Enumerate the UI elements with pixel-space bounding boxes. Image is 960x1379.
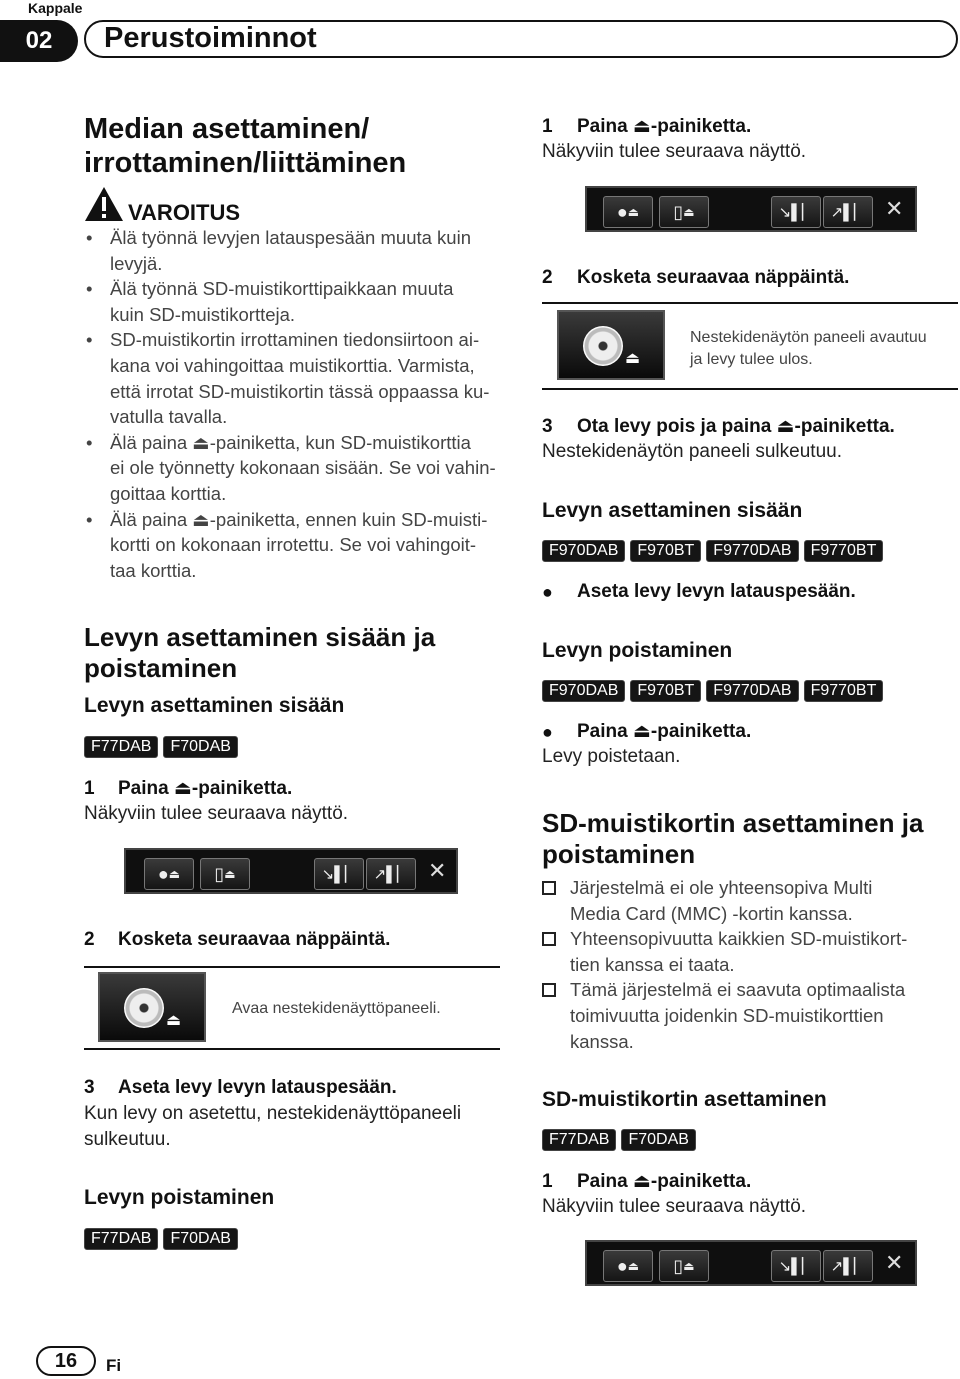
model-badges <box>542 1129 701 1151</box>
disc-icon: ● <box>616 201 628 222</box>
bullet-dot: ● <box>542 722 553 742</box>
model-badge: F9770BT <box>804 680 884 702</box>
model-badge: F970BT <box>630 680 701 702</box>
step-text: Aseta levy levyn latauspesään. <box>118 1077 397 1098</box>
subheading-remove: Levyn poistaminen <box>84 1186 275 1209</box>
warning-line: taa korttia. <box>110 559 197 581</box>
model-badges <box>84 736 243 758</box>
section-title-line-1: Levyn asettaminen sisään ja <box>84 622 436 652</box>
subheading-insert: Levyn asettaminen sisään <box>84 694 345 717</box>
step-text: Kosketa seuraavaa näppäintä. <box>577 267 850 288</box>
step-number: 2 <box>84 929 95 950</box>
tilt-down-key[interactable]: ↘▌▏ <box>771 196 821 228</box>
panel-icon: ▯ <box>673 201 684 222</box>
panel-key[interactable] <box>659 1250 709 1282</box>
model-badge: F970DAB <box>542 680 625 702</box>
eject-icon: ⏏ <box>683 1259 695 1273</box>
warning-line: kuin SD-muistikortteja. <box>110 303 296 325</box>
step-number: 3 <box>542 416 553 437</box>
model-badge: F970BT <box>630 540 701 562</box>
warning-item <box>86 276 510 302</box>
warning-item <box>86 225 510 251</box>
step-number: 1 <box>84 778 95 799</box>
warning-line: goittaa korttia. <box>110 482 227 504</box>
warning-item <box>86 430 510 456</box>
panel-icon: ▯ <box>673 1255 684 1276</box>
language-label: Fi <box>106 1356 122 1375</box>
warning-line: Älä paina ⏏-painiketta, ennen kuin SD-muisti- <box>110 508 488 530</box>
warning-title: VAROITUS <box>128 200 241 225</box>
divider <box>84 1048 500 1050</box>
lcd-screen-illustration <box>585 186 917 232</box>
bullet-text: Aseta levy levyn latauspesään. <box>577 581 856 602</box>
step-number: 1 <box>542 116 553 137</box>
model-badge: F970DAB <box>542 540 625 562</box>
bullet-text: Paina ⏏-painiketta. <box>577 721 752 742</box>
model-badge: F70DAB <box>621 1129 695 1151</box>
warning-line: Älä työnnä levyjen latauspesään muuta kuin <box>110 227 471 248</box>
step-text: Paina ⏏-painiketta. <box>577 116 752 137</box>
subheading-remove: Levyn poistaminen <box>542 639 733 662</box>
model-badge: F70DAB <box>163 1228 237 1250</box>
warning-line: Älä paina ⏏-painiketta, kun SD-muistikorttia <box>110 431 471 453</box>
note-list <box>570 875 950 1054</box>
divider <box>84 966 500 968</box>
warning-line: SD-muistikortin irrottaminen tiedonsiirtoon ai- <box>110 329 480 351</box>
warning-line: levyjä. <box>110 252 163 274</box>
disc-icon <box>124 988 164 1028</box>
warning-icon <box>84 186 124 222</box>
model-badge: F77DAB <box>84 1228 158 1250</box>
subheading-insert: Levyn asettaminen sisään <box>542 499 803 522</box>
warning-line: vatulla tavalla. <box>110 406 228 428</box>
note-item <box>570 926 950 952</box>
main-title-line-2: irrottaminen/liittäminen <box>84 147 407 179</box>
note-line: kanssa. <box>570 1030 634 1052</box>
step-text: Paina ⏏-painiketta. <box>577 1171 752 1192</box>
disc-icon <box>583 326 623 366</box>
chapter-label: Kappale <box>28 0 83 16</box>
section-title-line-2: poistaminen <box>84 653 238 683</box>
eject-icon: ⏏ <box>625 350 641 367</box>
tilt-up-key[interactable]: ↗▌▏ <box>823 1250 873 1282</box>
key-caption: Avaa nestekidenäyttöpaneeli. <box>232 1000 441 1017</box>
disc-eject-key[interactable] <box>144 858 194 890</box>
close-icon[interactable]: ✕ <box>428 858 447 883</box>
bullet-dot: • <box>86 278 93 300</box>
step-text: Ota levy pois ja paina ⏏-painiketta. <box>577 416 895 437</box>
step-number: 2 <box>542 267 553 288</box>
note-line: Yhteensopivuutta kaikkien SD-muistikort- <box>570 928 908 950</box>
disc-icon: ● <box>157 863 169 884</box>
warning-item <box>86 327 510 353</box>
disc-eject-key[interactable] <box>603 196 653 228</box>
caption-line: ja levy tulee ulos. <box>690 351 813 368</box>
disc-eject-key[interactable] <box>603 1250 653 1282</box>
checkbox-icon <box>542 881 556 895</box>
eject-icon: ⏏ <box>627 1259 640 1273</box>
step-description: Nestekidenäytön paneeli sulkeutuu. <box>542 441 842 462</box>
divider <box>542 302 958 304</box>
bullet-dot: • <box>86 508 93 530</box>
note-line: tien kanssa ei taata. <box>570 953 735 975</box>
chapter-number: 02 <box>0 20 78 62</box>
eject-icon: ⏏ <box>168 867 181 881</box>
note-item <box>570 875 950 901</box>
model-badges <box>542 680 888 702</box>
tilt-down-key[interactable]: ↘▌▏ <box>314 858 364 890</box>
divider <box>542 388 958 390</box>
note-line: toimivuutta joidenkin SD-muistikorttien <box>570 1004 884 1026</box>
eject-icon: ⏏ <box>166 1012 182 1029</box>
close-icon[interactable]: ✕ <box>885 196 904 221</box>
model-badge: F9770BT <box>804 540 884 562</box>
warning-line: ei ole työnnetty kokonaan sisään. Se voi vahin- <box>110 457 496 479</box>
chapter-title: Perustoiminnot <box>104 22 317 54</box>
sd-title-line-2: poistaminen <box>542 839 696 869</box>
page-number: 16 <box>36 1346 96 1376</box>
panel-key[interactable] <box>200 858 250 890</box>
note-line: Tämä järjestelmä ei saavuta optimaalista <box>570 979 906 1001</box>
warning-line: että irrotat SD-muistikortin tässä oppaassa ku- <box>110 380 490 402</box>
tilt-up-key[interactable]: ↗▌▏ <box>823 196 873 228</box>
step-text: Kosketa seuraavaa näppäintä. <box>118 929 391 950</box>
bullet-dot: • <box>86 329 93 351</box>
step-description: Kun levy on asetettu, nestekidenäyttöpaneeli <box>84 1103 462 1124</box>
step-number: 3 <box>84 1077 95 1098</box>
caption-line: Nestekidenäytön paneeli avautuu <box>690 329 927 346</box>
key-caption <box>690 327 927 371</box>
step-description: Näkyviin tulee seuraava näyttö. <box>542 1196 807 1217</box>
note-line: Media Card (MMC) -kortin kanssa. <box>570 902 853 924</box>
bullet-dot: • <box>86 227 93 248</box>
model-badges <box>542 540 888 562</box>
step-description: sulkeutuu. <box>84 1129 171 1150</box>
step-text: Paina ⏏-painiketta. <box>118 778 293 799</box>
step-description: Näkyviin tulee seuraava näyttö. <box>84 803 349 824</box>
disc-eject-key-image <box>557 310 665 380</box>
warning-line: kortti on kokonaan irrotettu. Se voi vahingoit- <box>110 534 477 556</box>
model-badge: F77DAB <box>542 1129 616 1151</box>
step-description: Näkyviin tulee seuraava näyttö. <box>542 141 807 162</box>
note-item <box>570 977 950 1003</box>
checkbox-icon <box>542 932 556 946</box>
model-badge: F9770DAB <box>706 680 798 702</box>
eject-icon: ⏏ <box>683 205 695 219</box>
lcd-screen-illustration <box>124 848 458 894</box>
checkbox-icon <box>542 983 556 997</box>
panel-icon: ▯ <box>214 863 225 884</box>
panel-key[interactable] <box>659 196 709 228</box>
tilt-up-key[interactable]: ↗▌▏ <box>366 858 416 890</box>
subheading-sd-insert: SD-muistikortin asettaminen <box>542 1088 827 1111</box>
warning-item <box>86 507 510 533</box>
model-badge: F70DAB <box>163 736 237 758</box>
tilt-down-key[interactable]: ↘▌▏ <box>771 1250 821 1282</box>
model-badge: F77DAB <box>84 736 158 758</box>
warning-line: kana voi vahingoittaa muistikorttia. Varmista, <box>110 354 475 376</box>
step-number: 1 <box>542 1171 553 1192</box>
close-icon[interactable]: ✕ <box>885 1250 904 1275</box>
main-title-line-1: Median asettaminen/ <box>84 113 370 145</box>
disc-icon: ● <box>616 1255 628 1276</box>
warning-list <box>86 225 510 583</box>
warning-line: Älä työnnä SD-muistikorttipaikkaan muuta <box>110 278 454 300</box>
bullet-dot: • <box>86 431 93 453</box>
lcd-screen-illustration <box>585 1240 917 1286</box>
sd-title-line-1: SD-muistikortin asettaminen ja <box>542 808 924 838</box>
disc-eject-key-image <box>98 972 206 1042</box>
bullet-description: Levy poistetaan. <box>542 746 681 767</box>
note-line: Järjestelmä ei ole yhteensopiva Multi <box>570 877 873 898</box>
model-badges <box>84 1228 243 1250</box>
eject-icon: ⏏ <box>224 867 236 881</box>
eject-icon: ⏏ <box>627 205 640 219</box>
model-badge: F9770DAB <box>706 540 798 562</box>
bullet-dot: ● <box>542 582 553 602</box>
